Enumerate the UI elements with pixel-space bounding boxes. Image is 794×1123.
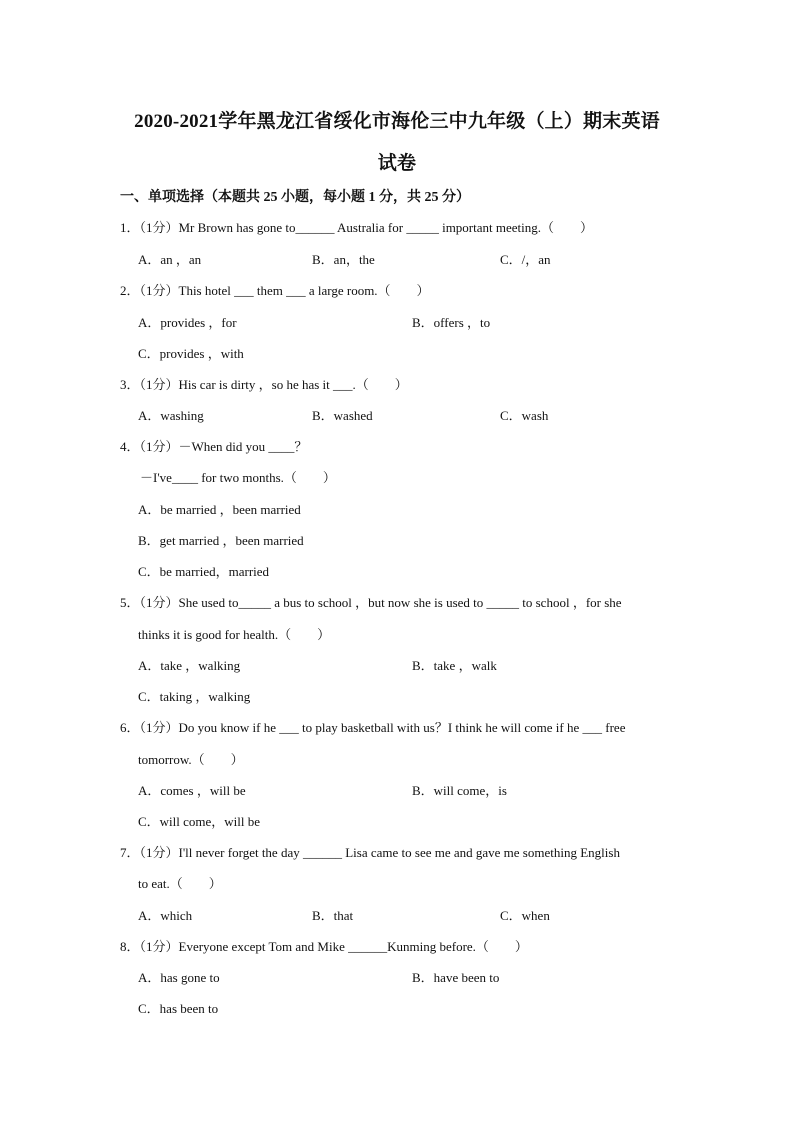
question-2-option-a: A．provides ，for — [138, 315, 237, 330]
question-4-option-c: C．be married，married — [138, 564, 270, 579]
question-5-option-a: A．take ，walking — [138, 658, 241, 673]
question-1-option-c: C．/，an — [500, 252, 551, 267]
question-3-stem: 3．（1分）His car is dirty ，so he has it ___.（ ） — [120, 377, 408, 392]
question-7-option-a: A．which — [138, 908, 193, 923]
question-3-option-b: B．washed — [312, 408, 373, 423]
question-4-stem: 4．（1分）－When did you ____？ — [120, 439, 308, 454]
question-5-stem: 5．（1分）She used to_____ a bus to school ，but now she is used to _____ to school ，for she — [120, 595, 622, 610]
question-3-option-a: A．washing — [138, 408, 204, 423]
question-5-option-b: B．take ，walk — [412, 658, 497, 673]
question-4-option-b: B．get married ，been married — [138, 533, 304, 548]
question-6-stem-continued: tomorrow.（ ） — [138, 752, 244, 767]
question-3-option-c: C．wash — [500, 408, 549, 423]
question-8-option-b: B．have been to — [412, 970, 500, 985]
question-6-option-b: B．will come，is — [412, 783, 507, 798]
question-7-stem: 7．（1分）I'll never forget the day ______ Lisa came to see me and gave me something English — [120, 845, 620, 860]
question-1-option-a: A．an ，an — [138, 252, 202, 267]
question-8-stem: 8．（1分）Everyone except Tom and Mike ______Kunming before.（ ） — [120, 939, 528, 954]
question-6-stem: 6．（1分）Do you know if he ___ to play basketball with us？I think he will come if he ___ free — [120, 720, 626, 735]
page-title-continued: 试卷 — [377, 153, 417, 174]
question-5-option-c: C．taking ，walking — [138, 689, 251, 704]
section-heading: 一、单项选择（本题共 25 小题，每小题 1 分，共 25 分） — [120, 190, 470, 205]
question-8-option-a: A．has gone to — [138, 970, 220, 985]
question-1-option-b: B．an，the — [312, 252, 375, 267]
question-6-option-c: C．will come，will be — [138, 814, 261, 829]
page-title: 2020-2021学年黑龙江省绥化市海伦三中九年级（上）期末英语 — [134, 111, 660, 132]
question-2-option-b: B．offers ，to — [412, 315, 491, 330]
question-5-stem-continued: thinks it is good for health.（ ） — [138, 627, 331, 642]
question-8-option-c: C．has been to — [138, 1001, 219, 1016]
question-2-stem: 2．（1分）This hotel ___ them ___ a large room.（ ） — [120, 283, 430, 298]
question-4-option-a: A．be married ，been married — [138, 502, 301, 517]
question-2-option-c: C．provides ，with — [138, 346, 244, 361]
question-4-stem-continued: －I've____ for two months.（ ） — [140, 470, 336, 485]
question-7-stem-continued: to eat.（ ） — [138, 876, 222, 891]
question-7-option-b: B．that — [312, 908, 354, 923]
question-6-option-a: A．comes ，will be — [138, 783, 246, 798]
question-1-stem: 1．（1分）Mr Brown has gone to______ Australia for _____ important meeting.（ ） — [120, 220, 594, 235]
question-7-option-c: C．when — [500, 908, 550, 923]
